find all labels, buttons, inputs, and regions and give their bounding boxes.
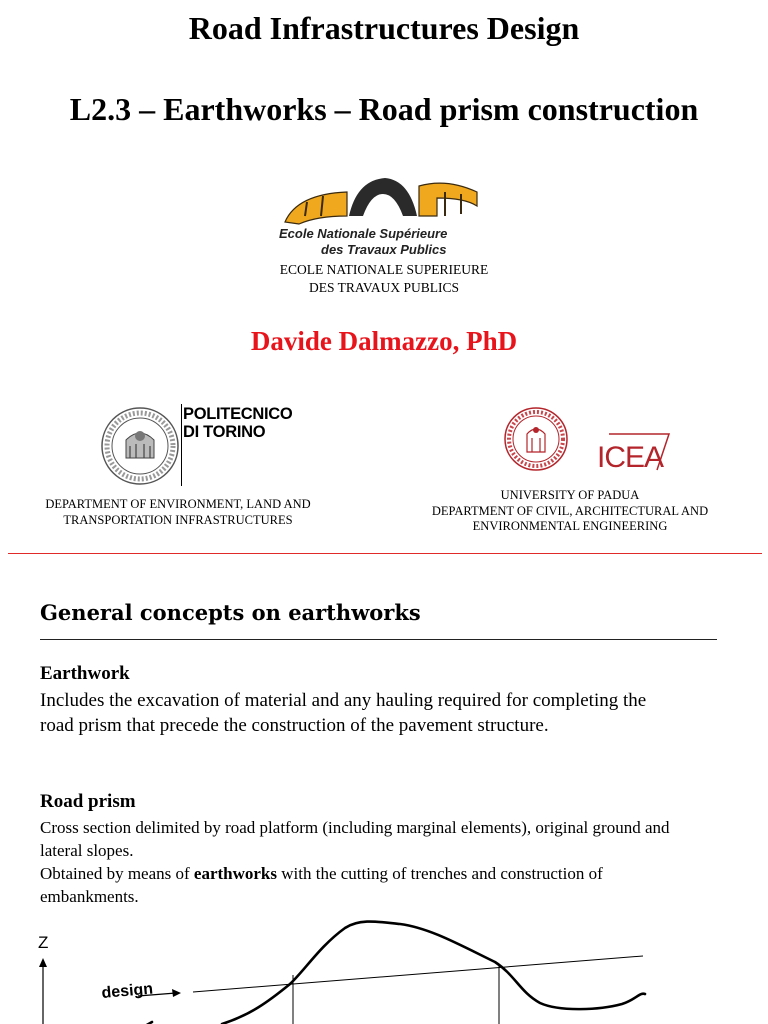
polito-department [28,497,328,528]
polito-dept-line2: TRANSPORTATION INFRASTRUCTURES [63,512,293,527]
icea-logo-text: ICEA [597,441,664,472]
z-axis-arrow-icon [39,958,47,967]
road-prism-line2 [40,862,680,908]
padua-line2: DEPARTMENT OF CIVIL, ARCHITECTURAL AND [431,503,709,518]
padua-department [420,488,720,535]
section-heading: General concepts on earthworks [40,600,421,625]
enstp-logo-text-2: des Travaux Publics [321,242,447,257]
lecture-subtitle: L2.3 – Earthworks – Road prism construction [69,91,699,127]
padua-line1: UNIVERSITY OF PADUA [500,488,640,502]
earthwork-description: Includes the excavation of material and any hauling required for completing the road prism that precede the construction of the pavement structure. [40,690,647,736]
author-name: Davide Dalmazzo, PhD [250,326,518,356]
road-prism-line2-before: Obtained by means of [40,864,194,883]
road-prism-line1: Cross section delimited by road platform (including marginal elements), original ground and lateral slopes. [40,818,670,860]
road-prism-line2-bold: earthworks [193,864,278,883]
presentation-title: Road Infrastructures Design [188,10,580,46]
padua-line3: ENVIRONMENTAL ENGINEERING [472,519,668,533]
road-prism-diagram [0,915,768,1024]
polito-name-line2: DI TORINO [183,423,266,441]
design-arrow-icon [172,989,181,997]
road-prism-description [40,816,680,908]
enstp-name-line2: DES TRAVAUX PUBLICS [308,280,460,295]
design-grade-line [193,956,643,992]
polito-divider [181,404,182,486]
design-label: design [100,980,154,1002]
enstp-logo-text-1: Ecole Nationale Supérieure [279,226,448,241]
enstp-name-line1: ECOLE NATIONALE SUPERIEURE [279,262,489,277]
polito-dept-line1: DEPARTMENT OF ENVIRONMENT, LAND AND [45,497,311,511]
polito-name-line1: POLITECNICO [183,405,293,423]
polito-name [183,405,292,441]
z-axis-label: Z [38,933,49,952]
original-ground-profile [145,922,645,1024]
road-prism-term: Road prism [40,791,136,812]
enstp-name [0,261,768,297]
earthwork-term: Earthwork [40,663,130,684]
heading-underline [40,639,717,640]
page-divider [8,553,762,554]
padua-seal-icon [503,406,569,472]
icea-logo [595,432,670,472]
enstp-logo [277,172,492,262]
polito-seal-icon [100,406,180,486]
road-prism-line2-after: with the cutting of trenches and construction of embankments. [40,864,603,906]
